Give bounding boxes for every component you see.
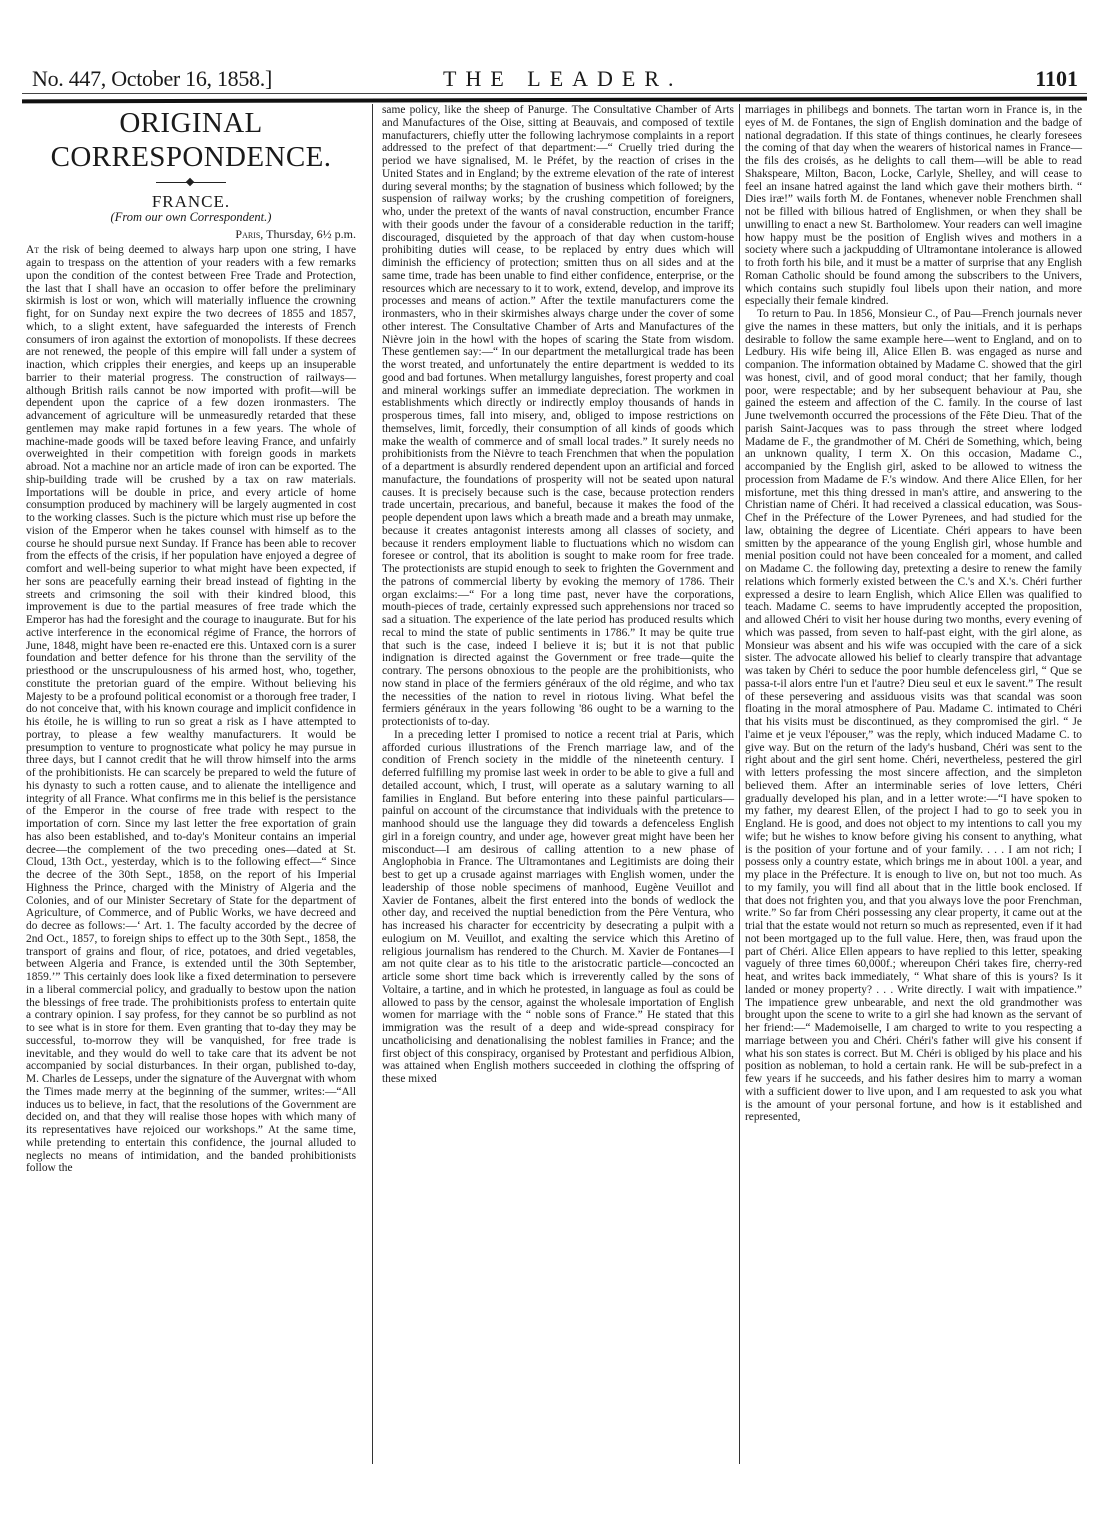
column-divider: [372, 104, 373, 1464]
dateline-time: Thursday, 6½ p.m.: [266, 226, 356, 241]
paragraph: In a preceding letter I promised to notice a recent trial at Paris, which afforded curious illustrations of the French marriage law, and of the condition of French society in the middle of the nineteenth century. I deferred fulfilling my promise last week in order to be able to give a full and detailed account, which, I trust, will operate as a salutary warning to all families in England. But before entering into these painful particulars—painful on account of the circumstance that individuals with the pretence to manhood should use the language they did towards a defenceless English girl in a foreign country, and under age, however great might have been her misconduct—I am desirous of calling attention to a new phase of Anglophobia in France. The Ultramontanes and Legitimists are doing their best to get up a crusade against marriages with English women, under the leadership of those noble specimens of manhood, Eugène Veuillot and Xavier de Fontanes, albeit the first entered into the bonds of wedlock the other day, and received the nuptial benediction from the Père Ventura, who has increased his character for eccentricity by desecrating a pulpit with a eulogium on M. Veuillot, and exalting the service which this Aretino of religious journalism has rendered to the Church. M. Xavier de Fontanes—I am not quite clear as to his title to the aristocratic particle—concocted an article some short time back which is irreverently called by the sons of Voltaire, a tartine, and in which he protested, in language as foul as could be allowed to pass by the censor, against the wholesale importation of English women for marriage with the “ noble sons of France.” He stated that this immigration was the result of a deep and wide-spread conspiracy for uncatholicising and denationalising the noblest families in France; and the first object of this conspiracy, organised by Protestant and perfidious Albion, was attained when English mothers succeeded in clothing the offspring of these mixed: [382, 728, 734, 1085]
section-title: ORIGINAL CORRESPONDENCE.: [50, 107, 332, 173]
paragraph: same policy, like the sheep of Panurge. The Consultative Chamber of Arts and Manufactures of the Oise, sitting at Beauvais, and composed of textile manufacturers, chiefly utter the following lachrymose complaints in a report addressed to the prefect of that department:—“ Cruelly tried during the period we have signalised, M. le Préfet, by the reaction of crises in the United States and in England; by the extreme elevation of the rate of interest during several months; by the stagnation of business which followed; by the suspension of railway works; by the crushing competition of foreigners, who, under the pretext of the wants of naval construction, encumber France with their goods under the favour of a considerable reduction in the tariff; discouraged, disquieted by the approach of that day when custom-house prohibiting duties will cease, to be replaced by entry dues which will diminish the efficiency of protection; smitten thus on all sides and at the same time, trade has been unable to find either confidence, enterprise, or the resources which are necessary to it to work, extend, develop, and improve its processes and means of action.” After the textile manufacturers come the ironmasters, who in their skirmishes always charge under the cover of some other interest. The Consultative Chamber of Arts and Manufactures of the Nièvre join in the howl with the hopes of scaring the State from wisdom. These gentlemen say:—“ In our department the metallurgical trade has been the worst treated, and unfortunately the entire department is wedded to its good and bad fortunes. When metallurgy languishes, forest property and coal and mineral workings suffer an immediate depreciation. The workmen in establishments which directly or indirectly employ thousands of hands in prosperous times, fall into misery, and, obliged to impose restrictions on themselves, limit, forcedly, their consumption of all kinds of goods which make the wealth of commerce and of small local trades.” It surely needs no prohibitionists from the Nièvre to teach Frenchmen that when the population of a department is absurdly rendered dependent upon an artificial and forced manufacture, the foundations of prosperity will not be seated upon natural causes. It is precisely because such is the case, because protection renders trade uncertain, precarious, and baneful, because it makes the food of the people dependent upon laws which a breath made and a breath may unmake, because it creates antagonist interests among all classes of society, and because it renders employment liable to fluctuations which no wisdom can foresee or control, that its abolition is sought to make room for free trade. The protectionists are stupid enough to seek to frighten the Government and the patrons of commercial liberty by evoking the memory of 1786. Their organ exclaims:—“ For a long time past, never have the corporations, mouth-pieces of trade, certainly expressed such apprehensions nor traced so sad a situation. The experience of the late period has produced results which recal to mind the state of public sentiments in 1786.” It may be quite true that such is the case, indeed I believe it is; but it is not that public indignation is directed against the Government or free trade—quite the contrary. The persons obnoxious to the people are the prohibitionists, who now stand in place of the fermiers généraux of the old régime, and who tax the necessities of the nation to revel in riotous living. What befel the fermiers généraux in the years following '86 ought to be a warning to the protectionists of to-day.: [382, 104, 734, 728]
opening-word: At: [26, 244, 40, 257]
diamond-rule-icon: [156, 178, 226, 188]
article-column-2: [382, 104, 734, 1086]
masthead-rule-thick: [22, 97, 1087, 104]
byline: (From our own Correspondent.): [110, 209, 272, 224]
issue-date: No. 447, October 16, 1858.]: [32, 66, 272, 91]
column-divider: [739, 104, 740, 1464]
paragraph: To return to Pau. In 1856, Monsieur C., of Pau—French journals never give the names in these matters, but only the initials, and it is perhaps desirable to follow the same example here—went to England, and on to Ledbury. His wife being ill, Alice Ellen B. was engaged as nurse and companion. The information obtained by Madame C. showed that the girl was honest, civil, and of good moral conduct; that her family, though poor, were respectable; and by her subsequent behaviour at Pau, she gained the esteem and affection of the C. family. In the course of last June twelvemonth occurred the processions of the Fête Dieu. That of the parish Saint-Jacques was to pass through the street where lodged Madame de F., the grandmother of M. Chéri de Something, which, being an unknown quality, I term X. On this occasion, Madame C., accompanied by the English girl, asked to be allowed to witness the procession from Madame de F.'s window. And there Alice Ellen, for her misfortune, met this thing dressed in man's attire, and answering to the Christian name of Chéri. It had received a classical education, was Sous-Chef in the Préfecture of the Lower Pyrenees, and had studied for the law, obtaining the degree of Licentiate. Chéri appears to have been smitten by the appearance of the young English girl, whose humble and menial position could not have been concealed for a moment, and called on Madame C. the following day, pretexting a desire to renew the family relations which formerly existed between the C.'s and X.'s. Chéri further expressed a desire to learn English, which Alice Ellen was qualified to teach. Madame C. seems to have imprudently accepted the proposition, and allowed Chéri to visit her house during two months, every evening of which was passed, from seven to half-past eight, with the girl alone, as Monsieur was absent and his wife was occupied with the care of a sick sister. The advocate allowed his belief to clearly transpire that advantage was taken by Chéri to seduce the poor humble defenceless girl, “ Que se passa-t-il alors entre l'un et l'autre? Dieu seul et eux le savent.” The result of these persevering and assiduous visits was that scandal was soon floating in the moral atmosphere of Pau. Madame C. intimated to Chéri that his visits must be discontinued, as they compromised the girl. “ Je l'aime et je veux l'épouser,” was the reply, which induced Madame C. to give way. But on the return of the lady's husband, Chéri was sent to the right about and the girl sent home. Chéri, nevertheless, pestered the girl with letters professing the most sincere affection, and the simpleton believed them. After an interminable series of love letters, Chéri gradually developed his plan, and in a letter wrote:—“I have spoken to my father, my dearest Ellen, of the project I had to go to seek you in England. He is good, and does not object to my intentions to call you my wife; but he wishes to know before giving his consent to anything, what is the position of your fortune and of your family. . . . I am not rich; I possess only a country estate, which brings me in about 100l. a year, and my place in the Préfecture. It is enough to live on, but not too much. As to my family, you will find all about that in the little book enclosed. If that does not frighten you, and that you always love the poor Frenchman, write.” So far from Chéri possessing any clear property, it came out at the trial that the estate would not return so much as represented, even if it had not been mortgaged up to the full value. Here, then, was fraud upon the part of Chéri. Alice Ellen appears to have replied to this letter, speaking vaguely of three times 60,000f.; whereupon Chéri takes fire, cherry-red heat, and writes back immediately, “ What share of this is yours? Is it landed or money property? . . . Write directly. I wait with impatience.” The impatience grew unbearable, and next the old grandmother was brought upon the scene to write to a girl she had known as the servant of her friend:—“ Mademoiselle, I am charged to write to you respecting a marriage between you and Chéri. Chéri's father will give his consent if what his son states is correct. But M. Chéri is obliged by his place and his position as nobleman, to hold a certain rank. He will be sub-prefect in a few years if he succeeds, and his father desires him to marry a woman with a sufficient dower to live upon, and I am requested to ask you what is the amount of your personal fortune, and how is it established and represented,: [745, 308, 1082, 1124]
dateline: [26, 228, 356, 241]
article-heading: FRANCE.: [151, 192, 231, 211]
paragraph: At the risk of being deemed to always harp upon one string, I have again to trespass on the attention of your readers with a few remarks upon the condition of the contest between Free Trade and Protection, the last that I shall have an occasion to offer before the preliminary skirmish is lost or won, which will materially influence the crowning fight, for on Sunday next expire the two decrees of 1855 and 1857, which, to a slight extent, have safeguarded the interests of French consumers of iron against the extortion of monopolists. If these decrees are not renewed, the people of this empire will fall under a system of inaction, which cripples their energies, and keeps up an insuperable barrier to their material progress. The construction of railways—although British rails cannot be now imported with profit—will be dependent upon the caprice of a few dozen ironmasters. The advancement of agriculture will be unmeasuredly retarded that these gentlemen may make rapid fortunes in a few years. The whole of machine-made goods will be taxed before leaving France, and unfairly overweighted in their competition with foreign goods in markets abroad. Not a machine nor an article made of iron can be exported. The ship-building trade will be crushed by a tax on raw materials. Importations will be double in price, and every article of home consumption produced by machinery will be largely augmented in cost to the working classes. Such is the picture which must rise up before the vision of the Emperor when he takes counsel with himself as to the course he should pursue next Sunday. If France has been able to recover from the effects of the crisis, if her population have enjoyed a degree of comfort and well-being superior to what might have been expected, if her sons are peacefully earning their bread instead of fighting in the streets and crimsoning the soil with their kindred blood, this improvement is due to the partial measures of free trade which the Emperor has had the foresight and the courage to inaugurate. But for his active interference in the economical régime of France, the horrors of June, 1848, might have been re-enacted ere this. Untaxed corn is a surer foundation and better defence for his throne than the servility of the priesthood or the unscrupulousness of his armed host, who, together, constitute the pretorian guard of the empire. Without believing his Majesty to be a profound political economist or a thorough free trader, I do not conceive that, with his known courage and implicit confidence in his étoile, he is willing to run so great a risk as I have attempted to portray, to please a few wealthy manufacturers. It would be presumption to venture to prognosticate what policy he may pursue in three days, but I cannot credit that he will throw himself into the arms of the prohibitionists. He can scarcely be prepared to weld the future of his dynasty to such a rotten cause, and to alienate the intelligence and integrity of all France. What confirms me in this belief is the persistance of the Emperor in the course of free trade with respect to the importation of corn. Since my last letter the free exportation of grain has also been established, and to-day's Moniteur contains an imperial decree—the complement of the two preceding ones—dated at St. Cloud, 13th Oct., yesterday, which is to the following effect—“ Since the decree of the 30th Sept., 1858, on the report of his Imperial Highness the Prince, charged with the Ministry of Algeria and the Colonies, and of our Minister Secretary of State for the department of Agriculture, of Commerce, and of Public Works, we have decreed and do decree as follows:—‘ Art. 1. The faculty accorded by the decree of 2nd Oct., 1857, to foreign ships to effect up to the 30th Sept., 1858, the transport of grains and flour, of rice, potatoes, and dried vegetables, between Algeria and France, is extended until the 30th September, 1859.’” This certainly does look like a fixed determination to persevere in a liberal commercial policy, and gradually to bestow upon the nation the blessings of free trade. The prohibitionists profess to entertain quite a contrary opinion. I say profess, for they cannot be so purblind as not to see what is in store for them. Even granting that to-day they may be successful, to-morrow they will be vanquished, for free trade is inevitable, and they would do well to take care that its advent be not accompanied by social disturbances. In their organ, published to-day, M. Charles de Lesseps, under the signature of the Auvergnat with whom the Times made merry at the beginning of the summer, writes:—“All induces us to believe, in fact, that the resolutions of the Government are decided on, and that they will realise those hopes with which many of its representatives have rejoiced our workshops.” At the same time, while pretending to entertain this confidence, the journal alluded to neglects no means of intimidation, and the banded prohibitionists follow the: [26, 244, 356, 1175]
page-number: 1101: [1035, 66, 1078, 91]
dateline-place: Paris,: [235, 226, 264, 241]
article-column-1: [26, 104, 356, 1175]
masthead-rule-thin: [22, 93, 1087, 94]
article-column-3: [745, 104, 1082, 1124]
masthead: [28, 66, 1078, 96]
paragraph: marriages in philibegs and bonnets. The tartan worn in France is, in the eyes of M. de Fontanes, the sign of English domination and the badge of national degradation. If this state of things continues, he clearly foresees the coming of that day when the wearers of historical names in France—the fils des croisés, as he delights to call them—will be able to read Shakspeare, Milton, Bacon, Locke, Carlyle, Shelley, and will cease to feel an insane hatred against the land which gave their mothers birth. “ Dies iræ!” wails forth M. de Fontanes, whenever noble Frenchmen shall not be filled with bilious hatred of Englishmen, or when they shall be unwilling to enact a new St. Bartholomew. Your readers can well imagine how happy must be the position of English wives and mothers in a society where such a jackpudding of Ultramontane intolerance is allowed to froth forth his bile, and it must be a matter of surprise that any English Roman Catholic should be found among the subscribers to the Univers, which contains such stupidly foul libels upon their nation, and more especially their female kindred.: [745, 104, 1082, 308]
newspaper-title: THE LEADER.: [443, 66, 683, 91]
